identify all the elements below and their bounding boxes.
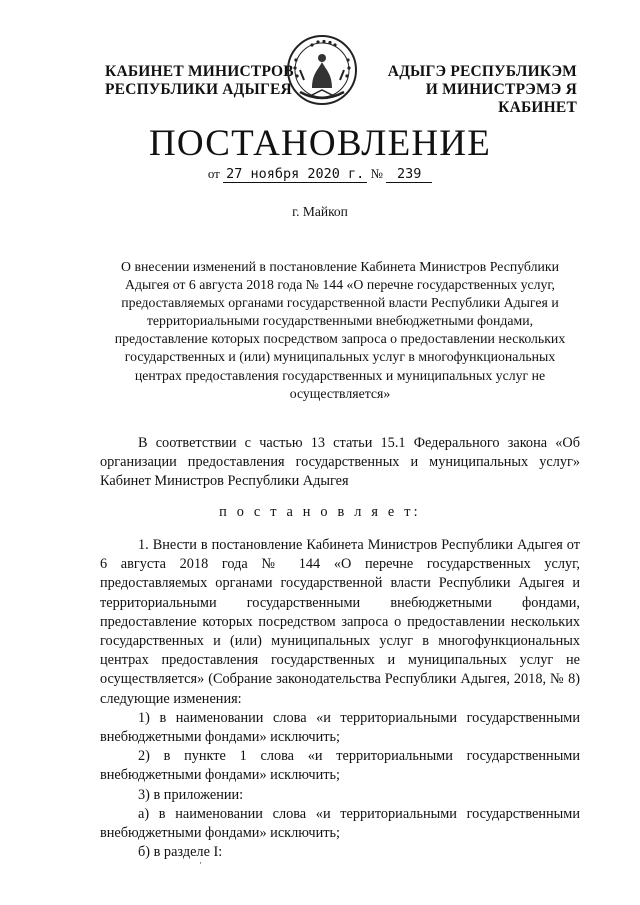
issuer-line-2-adyghe: И МИНИСТРЭМЭ Я КАБИНЕТ	[425, 81, 577, 116]
document-dateline	[0, 166, 640, 183]
item-paragraph: 3) в приложении:	[138, 786, 244, 803]
footer-mark: ·	[199, 858, 202, 868]
coat-of-arms-icon	[282, 30, 362, 110]
item-paragraph: б) в разделе I:	[138, 844, 223, 861]
preamble-paragraph: В соответствии с частью 13 статьи 15.1 Федерального закона «Об организации предоставления государственных и муниципальных услуг» Кабинет Министров Республики Адыгея	[100, 435, 580, 490]
item-paragraph: а) в наименовании слова «и территориальными государственными внебюджетными фондами» исключить;	[100, 805, 580, 842]
issuer-line-2: РЕСПУБЛИКИ АДЫГЕЯ	[105, 81, 292, 98]
issuer-name-russian	[105, 63, 294, 99]
item-paragraph: 1) в наименовании слова «и территориальными государственными внебюджетными фондами» исключить;	[100, 709, 580, 746]
item-paragraph: 1. Внести в постановление Кабинета Министров Республики Адыгея от 6 августа 2018 года № 144 «О перечне государственных услуг, предоставляемых органами государственной власти Республики Адыгея и территориальными государственными внебюджетными фондами, предоставление которых посредством запроса о предоставлении нескольких государственных и (или) муниципальных услуг в многофункциональных центрах предоставления государственных и муниципальных услуг не осуществляется» (Собрание законодательства Республики Адыгея, 2018, № 8) следующие изменения:	[100, 537, 580, 707]
document-date: 27 ноября 2020 г.	[223, 166, 367, 183]
issuer-line-1-adyghe: АДЫГЭ РЕСПУБЛИКЭМ	[387, 63, 577, 80]
decree-items	[100, 536, 580, 862]
decree-word: п о с т а н о в л я е т:	[219, 504, 421, 520]
document-subject: О внесении изменений в постановление Кабинета Министров Республики Адыгея от 6 августа 2018 года № 144 «О перечне государственных услуг, предоставляемых органами государственной власти Республики Адыгея и территориальными государственными внебюджетными фондами, предоставление которых посредством запроса о предоставлении нескольких государственных и (или) муниципальных услуг в многофункциональных центрах предоставления государственных и муниципальных услуг не осуществляется»	[114, 259, 566, 401]
item-paragraph: 2) в пункте 1 слова «и территориальными государственными внебюджетными фондами» исключить;	[100, 748, 580, 784]
issuer-line-1: КАБИНЕТ МИНИСТРОВ	[105, 63, 294, 80]
number-label: №	[370, 166, 383, 181]
issuer-name-adyghe	[372, 63, 577, 117]
date-prefix: от	[207, 166, 220, 181]
city-name: г. Майкоп	[292, 204, 348, 219]
document-number: 239	[386, 166, 432, 183]
document-title: ПОСТАНОВЛЕНИЕ	[148, 123, 492, 164]
